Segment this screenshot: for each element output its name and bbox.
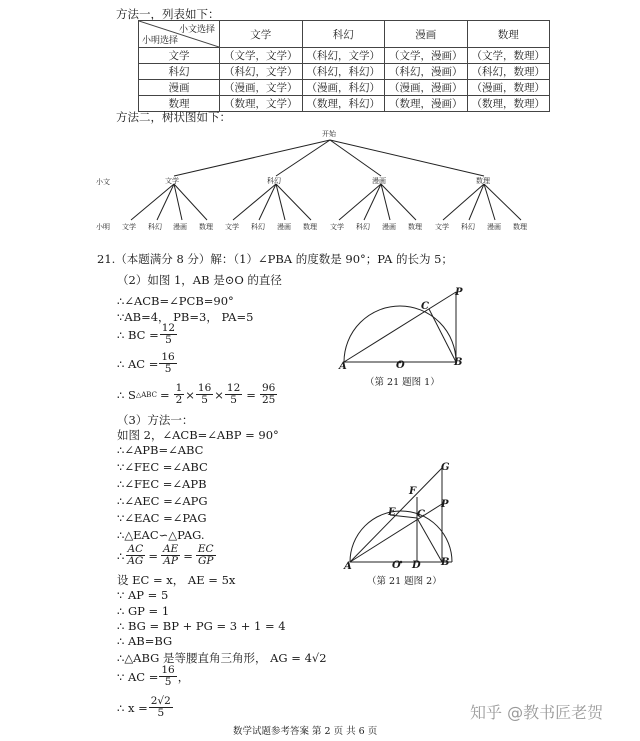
proof-line: 如图 2，∠ACB=∠ABP = 90°: [117, 428, 279, 442]
equals: =: [246, 387, 256, 402]
segment-ap: [344, 292, 456, 362]
fraction-half: $\frac{1}{2}$: [175, 382, 183, 406]
tree-diagram: [0, 0, 640, 240]
proof-line: ∴∠FEC =∠APB: [117, 477, 207, 491]
times: ×: [185, 387, 195, 402]
table-cell: （科幻，文学）: [302, 48, 385, 64]
tree-leaf: 漫画: [173, 223, 187, 231]
fraction-ac-ag: $\frac{AC}{AG}$: [127, 543, 144, 567]
comma: ，: [177, 669, 190, 684]
segment-cb: [429, 309, 456, 362]
tree-root: 开始: [322, 130, 336, 138]
ac2-prefix: ∵ AC =: [117, 669, 159, 684]
tree-leaf: 科幻: [461, 223, 475, 231]
table-cell: （漫画，数理）: [467, 80, 550, 96]
q21-header: 21.（本题满分 8 分）解：（1）∠PBA 的度数是 90°；PA 的长为 5；: [97, 252, 453, 266]
tree-branch: 科幻: [267, 177, 281, 185]
tree-leaf: 文学: [122, 223, 136, 231]
proof-line-ac2: [117, 665, 189, 688]
fig2-label-p: P: [441, 499, 449, 510]
table-cell: （漫画，文学）: [220, 80, 303, 96]
watermark: 知乎 @教书匠老贺: [470, 703, 604, 722]
times: ×: [214, 387, 224, 402]
fraction-ec-gp: $\frac{EC}{GP}$: [197, 543, 214, 567]
table-cell: （数理，科幻）: [302, 96, 385, 112]
fraction-x: $\frac{2√2}{5}$: [150, 695, 171, 719]
tree-leaf: 数理: [303, 223, 317, 231]
col-header: 漫画: [385, 21, 468, 48]
fig2-label-g: G: [441, 462, 450, 473]
table-cell: （漫画，科幻）: [302, 80, 385, 96]
fig2-label-e: E: [388, 507, 396, 518]
ac-prefix: ∴ AC =: [117, 356, 159, 371]
q21-part2: （2）如图 1，AB 是⊙O 的直径: [117, 273, 282, 287]
area-subscript: △ABC: [135, 390, 157, 399]
fig2-label-c: C: [417, 509, 425, 520]
tree-leaf: 科幻: [148, 223, 162, 231]
fraction-ae-ap: $\frac{AE}{AP}$: [162, 543, 179, 567]
fig1-label-b: B: [454, 357, 463, 368]
proof-line: ∴ BG = BP + PG = 3 + 1 = 4: [117, 619, 286, 633]
proof-line-ratio: [117, 544, 217, 567]
tree-leaf: 漫画: [487, 223, 501, 231]
area-prefix: ∴ S: [117, 387, 136, 402]
fig1-label-p: P: [455, 287, 463, 298]
proof-line-bc: [117, 323, 178, 346]
fraction-96-25: $\frac{96}{25}$: [261, 382, 276, 406]
fig2-label-a: A: [344, 561, 352, 572]
proof-line-area: [117, 383, 278, 406]
col-header: 数理: [467, 21, 550, 48]
fraction-16-5: $\frac{16}{5}$: [197, 382, 212, 406]
tree-level2-label: 小明: [96, 223, 110, 231]
table-cell: （科幻，科幻）: [302, 64, 385, 80]
fig1-label-c: C: [421, 301, 429, 312]
tree-leaf: 科幻: [356, 223, 370, 231]
x-prefix: ∴ x =: [117, 700, 148, 715]
tree-leaf: 数理: [199, 223, 213, 231]
tree-leaf: 文学: [225, 223, 239, 231]
segment-cb: [417, 518, 442, 562]
row-label: 科幻: [139, 64, 220, 80]
proof-line: ∵∠EAC =∠PAG: [117, 511, 207, 525]
table-cell: （科幻，数理）: [467, 64, 550, 80]
tree-leaf: 数理: [513, 223, 527, 231]
proof-line: ∴∠APB=∠ABC: [117, 443, 204, 457]
fig2-caption: （第 21 题图 2）: [367, 576, 442, 587]
tree-branch: 漫画: [372, 177, 386, 185]
fig2-label-d: D: [412, 560, 421, 571]
tree-leaf: 科幻: [251, 223, 265, 231]
proof-line: ∵∠FEC =∠ABC: [117, 460, 208, 474]
figure-2: [330, 460, 470, 570]
method1-title: 方法一，列表如下：: [116, 7, 220, 21]
row-label: 漫画: [139, 80, 220, 96]
tree-leaf: 漫画: [277, 223, 291, 231]
proof-line: ∵ AP = 5: [117, 588, 169, 602]
tree-leaf: 文学: [330, 223, 344, 231]
semicircle: [344, 306, 456, 362]
fig2-label-b: B: [441, 557, 450, 568]
tree-leaf: 漫画: [382, 223, 396, 231]
table-cell: （数理，漫画）: [385, 96, 468, 112]
row-label: 文学: [139, 48, 220, 64]
tree-leaf: 文学: [435, 223, 449, 231]
table-cell: （科幻，文学）: [220, 64, 303, 80]
proof-line: 设 EC = x， AE = 5x: [117, 573, 236, 587]
fraction-bc: $\frac{12}{5}$: [161, 322, 176, 346]
proof-line: ∴ AB=BG: [117, 634, 173, 648]
equals: =: [148, 548, 158, 563]
table-cell: （漫画，漫画）: [385, 80, 468, 96]
equals: =: [159, 387, 170, 402]
method2-title: 方法二，树状图如下：: [116, 110, 231, 124]
fraction-12-5: $\frac{12}{5}$: [226, 382, 241, 406]
proof-line: ∴∠ACB=∠PCB=90°: [117, 294, 234, 308]
tree-branch: 数理: [476, 177, 490, 185]
table-cell: （科幻，漫画）: [385, 64, 468, 80]
tree-edges: [131, 140, 521, 220]
col-header: 文学: [220, 21, 303, 48]
bc-prefix: ∴ BC =: [117, 327, 159, 342]
proof-line-ac: [117, 352, 178, 375]
tree-level1-label: 小文: [96, 178, 110, 186]
page-footer: 数学试题参考答案 第 2 页 共 6 页: [233, 726, 378, 737]
q21-part3: （3）方法一：: [117, 413, 194, 427]
fig1-label-a: A: [339, 361, 347, 372]
proof-line: ∵AB=4， PB=3， PA=5: [117, 310, 254, 324]
table-cell: （文学，漫画）: [385, 48, 468, 64]
fig1-label-o: O: [396, 360, 405, 371]
tree-branch: 文学: [165, 177, 179, 185]
table-cell: （文学，文学）: [220, 48, 303, 64]
corner-bottom-label: 小明选择: [142, 36, 179, 46]
segment-ag: [350, 468, 442, 562]
equals: =: [183, 548, 193, 563]
fig1-caption: （第 21 题图 1）: [365, 377, 440, 388]
fig2-label-f: F: [409, 486, 417, 497]
proof-line: ∴△ABG 是等腰直角三角形， AG = 4√2: [117, 651, 327, 665]
fraction-ac: $\frac{16}{5}$: [161, 351, 175, 375]
table-cell: （文学，数理）: [467, 48, 550, 64]
fig2-label-o: O: [392, 560, 401, 571]
proof-line-x: [117, 696, 174, 719]
proof-line: ∴△EAC∽△PAG.: [117, 528, 205, 542]
table-cell: （数理，数理）: [467, 96, 550, 112]
proof-line: ∴ GP = 1: [117, 604, 170, 618]
tree-leaf: 数理: [408, 223, 422, 231]
therefore: ∴: [117, 548, 125, 563]
table-cell: （数理，文学）: [220, 96, 303, 112]
row-label: 数理: [139, 96, 220, 112]
corner-top-label: 小文选择: [178, 25, 215, 35]
col-header: 科幻: [302, 21, 385, 48]
semicircle: [350, 511, 452, 562]
fraction-16-5-b: $\frac{16}{5}$: [161, 664, 175, 688]
segment-ap: [350, 504, 442, 562]
proof-line: ∴∠AEC =∠APG: [117, 494, 208, 508]
